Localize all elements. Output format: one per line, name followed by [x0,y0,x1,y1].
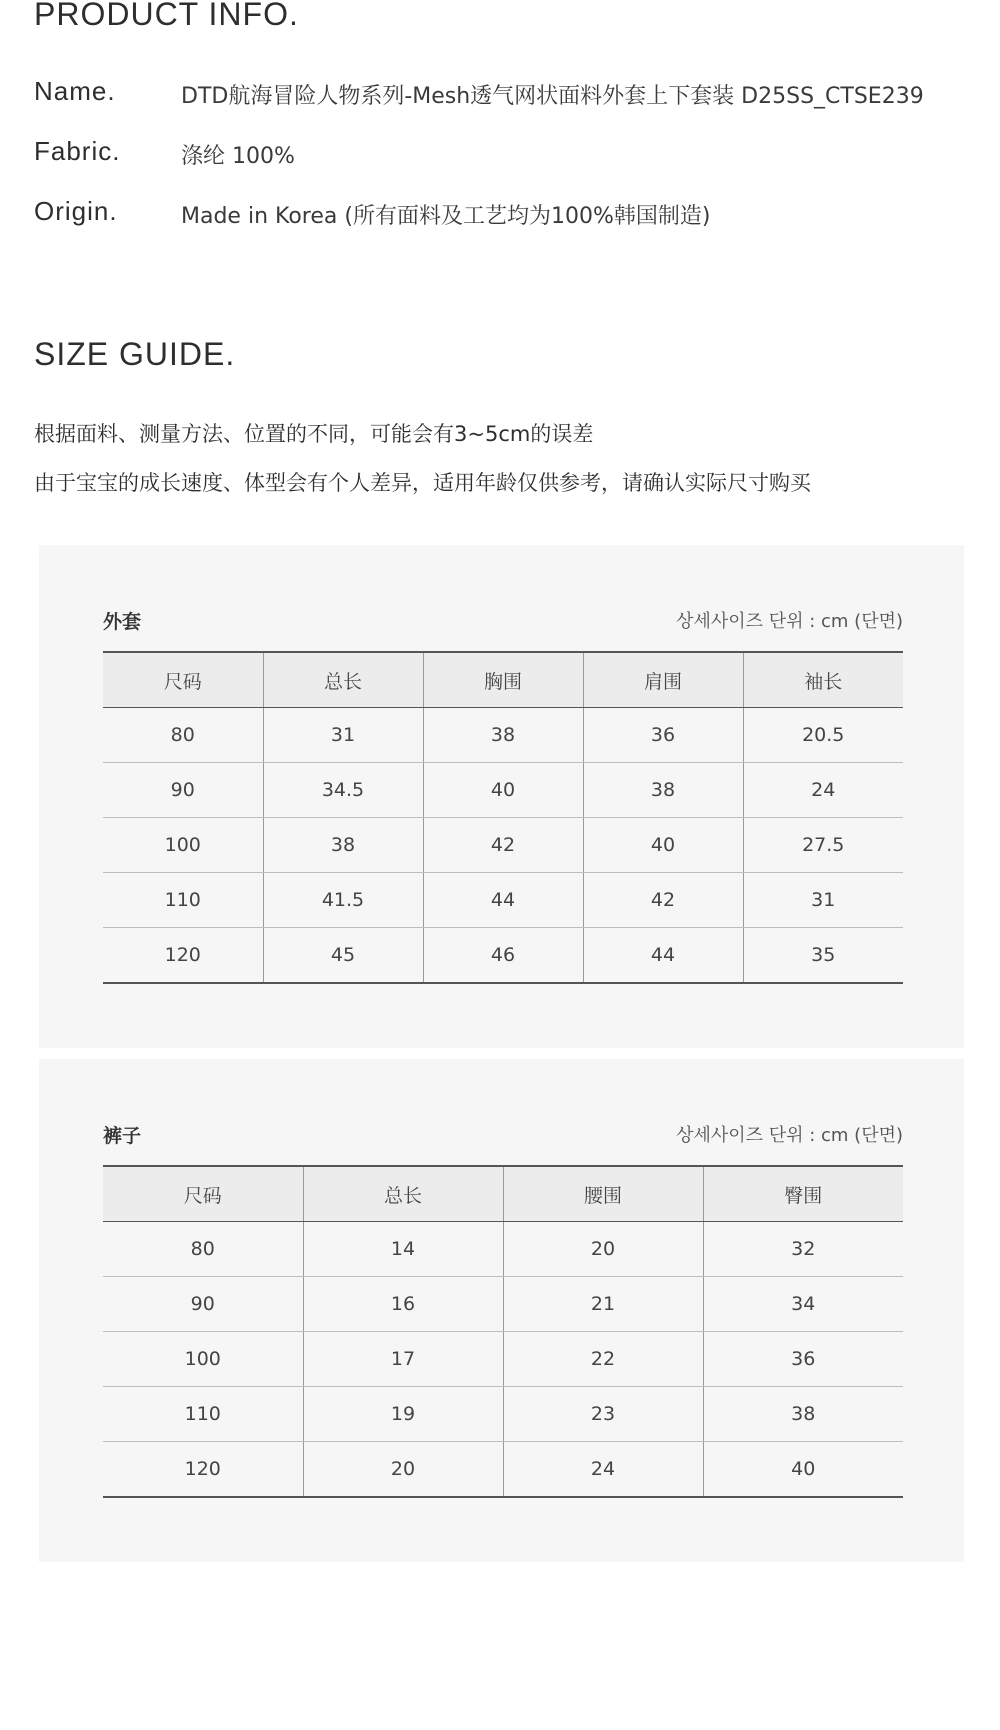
column-header: 臀围 [703,1166,903,1222]
info-key: Origin. [34,196,118,226]
table-cell: 35 [743,928,903,984]
product-info-title: PRODUCT INFO. [34,0,299,32]
table-row [103,818,903,873]
info-value: DTD航海冒险人物系列-Mesh透气网状面料外套上下套装 D25SS_CTSE239 [181,84,924,109]
column-header: 肩围 [583,652,743,708]
table-cell: 120 [103,928,263,984]
table-cell: 21 [503,1277,703,1332]
table-cell: 38 [423,708,583,763]
table-cell: 110 [103,873,263,928]
table-header-row [103,652,903,708]
table-row [103,1277,903,1332]
table-cell: 24 [743,763,903,818]
table-cell: 120 [103,1442,303,1498]
table-cell: 80 [103,1222,303,1277]
table-cell: 36 [703,1332,903,1387]
pants-size-panel [39,1059,964,1562]
table-row [103,1332,903,1387]
info-key: Name. [34,76,116,106]
table-cell: 27.5 [743,818,903,873]
table-cell: 42 [423,818,583,873]
table-cell: 23 [503,1387,703,1442]
column-header: 袖长 [743,652,903,708]
table-cell: 36 [583,708,743,763]
column-header: 总长 [303,1166,503,1222]
table-cell: 19 [303,1387,503,1442]
table-cell: 90 [103,1277,303,1332]
size-note: 由于宝宝的成长速度、体型会有个人差异，适用年龄仅供参考，请确认实际尺寸购买 [34,471,811,495]
table-cell: 31 [263,708,423,763]
table-cell: 100 [103,818,263,873]
table-row [103,1442,903,1498]
table-cell: 90 [103,763,263,818]
table-cell: 20 [503,1222,703,1277]
table-cell: 14 [303,1222,503,1277]
unit-label: 상세사이즈 단위 : cm (단면) [676,611,903,632]
column-header: 尺码 [103,652,263,708]
jacket-size-panel [39,545,964,1048]
info-row-name [34,76,974,110]
table-row [103,763,903,818]
info-value: 涤纶 100% [181,144,295,169]
size-guide-title: SIZE GUIDE. [34,336,236,372]
table-cell: 40 [423,763,583,818]
table-cell: 38 [583,763,743,818]
column-header: 胸围 [423,652,583,708]
table-cell: 20 [303,1442,503,1498]
table-header-row [103,1166,903,1222]
table-cell: 41.5 [263,873,423,928]
info-row-origin [34,196,974,230]
panel-title: 裤子 [103,1125,142,1147]
panel-title: 外套 [103,611,142,633]
table-cell: 44 [583,928,743,984]
info-key: Fabric. [34,136,121,166]
table-row [103,1387,903,1442]
table-cell: 44 [423,873,583,928]
table-cell: 46 [423,928,583,984]
unit-label: 상세사이즈 단위 : cm (단면) [676,1125,903,1146]
pants-size-table [103,1165,903,1498]
table-cell: 40 [583,818,743,873]
column-header: 尺码 [103,1166,303,1222]
table-cell: 110 [103,1387,303,1442]
table-row [103,708,903,763]
info-value: Made in Korea (所有面料及工艺均为100%韩国制造) [181,204,711,229]
info-row-fabric [34,136,974,170]
table-cell: 34 [703,1277,903,1332]
table-cell: 32 [703,1222,903,1277]
table-cell: 38 [263,818,423,873]
table-cell: 100 [103,1332,303,1387]
table-cell: 40 [703,1442,903,1498]
table-cell: 16 [303,1277,503,1332]
table-cell: 42 [583,873,743,928]
table-row [103,928,903,984]
table-cell: 31 [743,873,903,928]
table-cell: 24 [503,1442,703,1498]
column-header: 腰围 [503,1166,703,1222]
size-note: 根据面料、测量方法、位置的不同，可能会有3~5cm的误差 [34,422,594,446]
table-cell: 17 [303,1332,503,1387]
table-cell: 80 [103,708,263,763]
table-cell: 45 [263,928,423,984]
table-row [103,1222,903,1277]
table-cell: 22 [503,1332,703,1387]
table-cell: 20.5 [743,708,903,763]
table-row [103,873,903,928]
table-cell: 34.5 [263,763,423,818]
table-cell: 38 [703,1387,903,1442]
jacket-size-table [103,651,903,984]
column-header: 总长 [263,652,423,708]
